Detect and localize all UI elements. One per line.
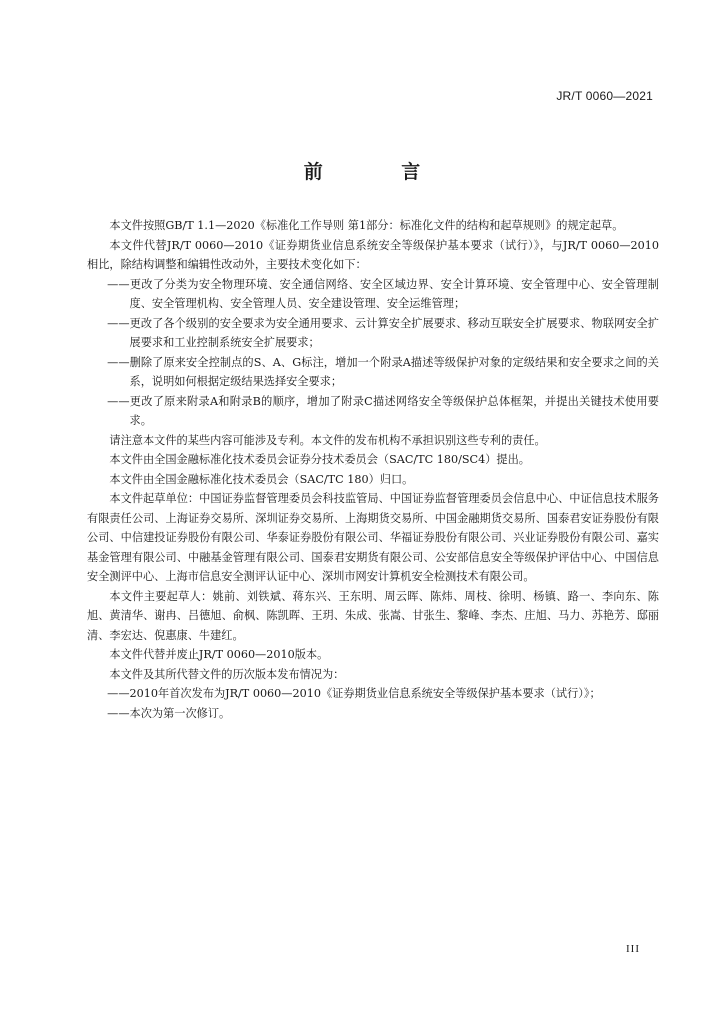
list-item: ——更改了原来附录A和附录B的顺序，增加了附录C描述网络安全等级保护总体框架，并提出关键技术使用要求。 bbox=[107, 394, 659, 427]
page-number: III bbox=[626, 943, 640, 955]
foreword-body bbox=[87, 216, 659, 723]
paragraph: 本文件按照GB/T 1.1—2020《标准化工作导则 第1部分：标准化文件的结构和起草规则》的规定起草。 bbox=[109, 219, 624, 232]
page-title: 前 言 bbox=[303, 161, 457, 183]
list-item: ——2010年首次发布为JR/T 0060—2010《证券期货业信息系统安全等级保护基本要求（试行）》； bbox=[107, 687, 601, 700]
paragraph: 本文件由全国金融标准化技术委员会（SAC/TC 180）归口。 bbox=[109, 472, 414, 486]
paragraph: 本文件代替JR/T 0060—2010《证券期货业信息系统安全等级保护基本要求（试行）》，与JR/T 0060—2010相比，除结构调整和编辑性改动外，主要技术变化如下： bbox=[87, 238, 659, 271]
standard-code: JR/T 0060—2021 bbox=[556, 89, 653, 103]
paragraph: 请注意本文件的某些内容可能涉及专利。本文件的发布机构不承担识别这些专利的责任。 bbox=[109, 433, 546, 447]
paragraph: 本文件起草单位：中国证券监督管理委员会科技监管局、中国证券监督管理委员会信息中心、中证信息技术服务有限责任公司、上海证券交易所、深圳证券交易所、上海期货交易所、中国金融期货交易所、国泰君安证券股份有限公司、中信建投证券股份有限公司、华泰证券股份有限公司、华福证券股份有限公司、兴业证券股份有限公司、嘉实基金管理有限公司、中融基金管理有限公司、国泰君安期货有限公司、公安部信息安全等级保护评估中心、中国信息安全测评中心、上海市信息安全测评认证中心、深圳市网安计算机安全检测技术有限公司。 bbox=[87, 492, 659, 583]
list-item: ——更改了各个级别的安全要求为安全通用要求、云计算安全扩展要求、移动互联安全扩展要求、物联网安全扩展要求和工业控制系统安全扩展要求； bbox=[107, 316, 659, 349]
list-item: ——更改了分类为安全物理环境、安全通信网络、安全区域边界、安全计算环境、安全管理中心、安全管理制度、安全管理机构、安全管理人员、安全建设管理、安全运维管理； bbox=[107, 277, 659, 310]
paragraph: 本文件由全国金融标准化技术委员会证券分技术委员会（SAC/TC 180/SC4）提出。 bbox=[109, 453, 530, 466]
paragraph: 本文件主要起草人：姚前、刘铁斌、蒋东兴、王东明、周云晖、陈炜、周枝、徐明、杨镇、路一、李向东、陈旭、黄清华、谢冉、吕德旭、俞枫、陈凯晖、王玥、朱成、张嵩、甘张生、黎峰、李杰、庄旭、马力、苏艳芳、邸丽清、李宏达、倪惠康、牛建红。 bbox=[87, 589, 659, 642]
paragraph: 本文件及其所代替文件的历次版本发布情况为： bbox=[109, 667, 345, 681]
paragraph: 本文件代替并废止JR/T 0060—2010版本。 bbox=[109, 648, 329, 661]
list-item: ——本次为第一次修订。 bbox=[107, 706, 231, 720]
list-item: ——删除了原来安全控制点的S、A、G标注，增加一个附录A描述等级保护对象的定级结果和安全要求之间的关系，说明如何根据定级结果选择安全要求； bbox=[107, 355, 659, 388]
